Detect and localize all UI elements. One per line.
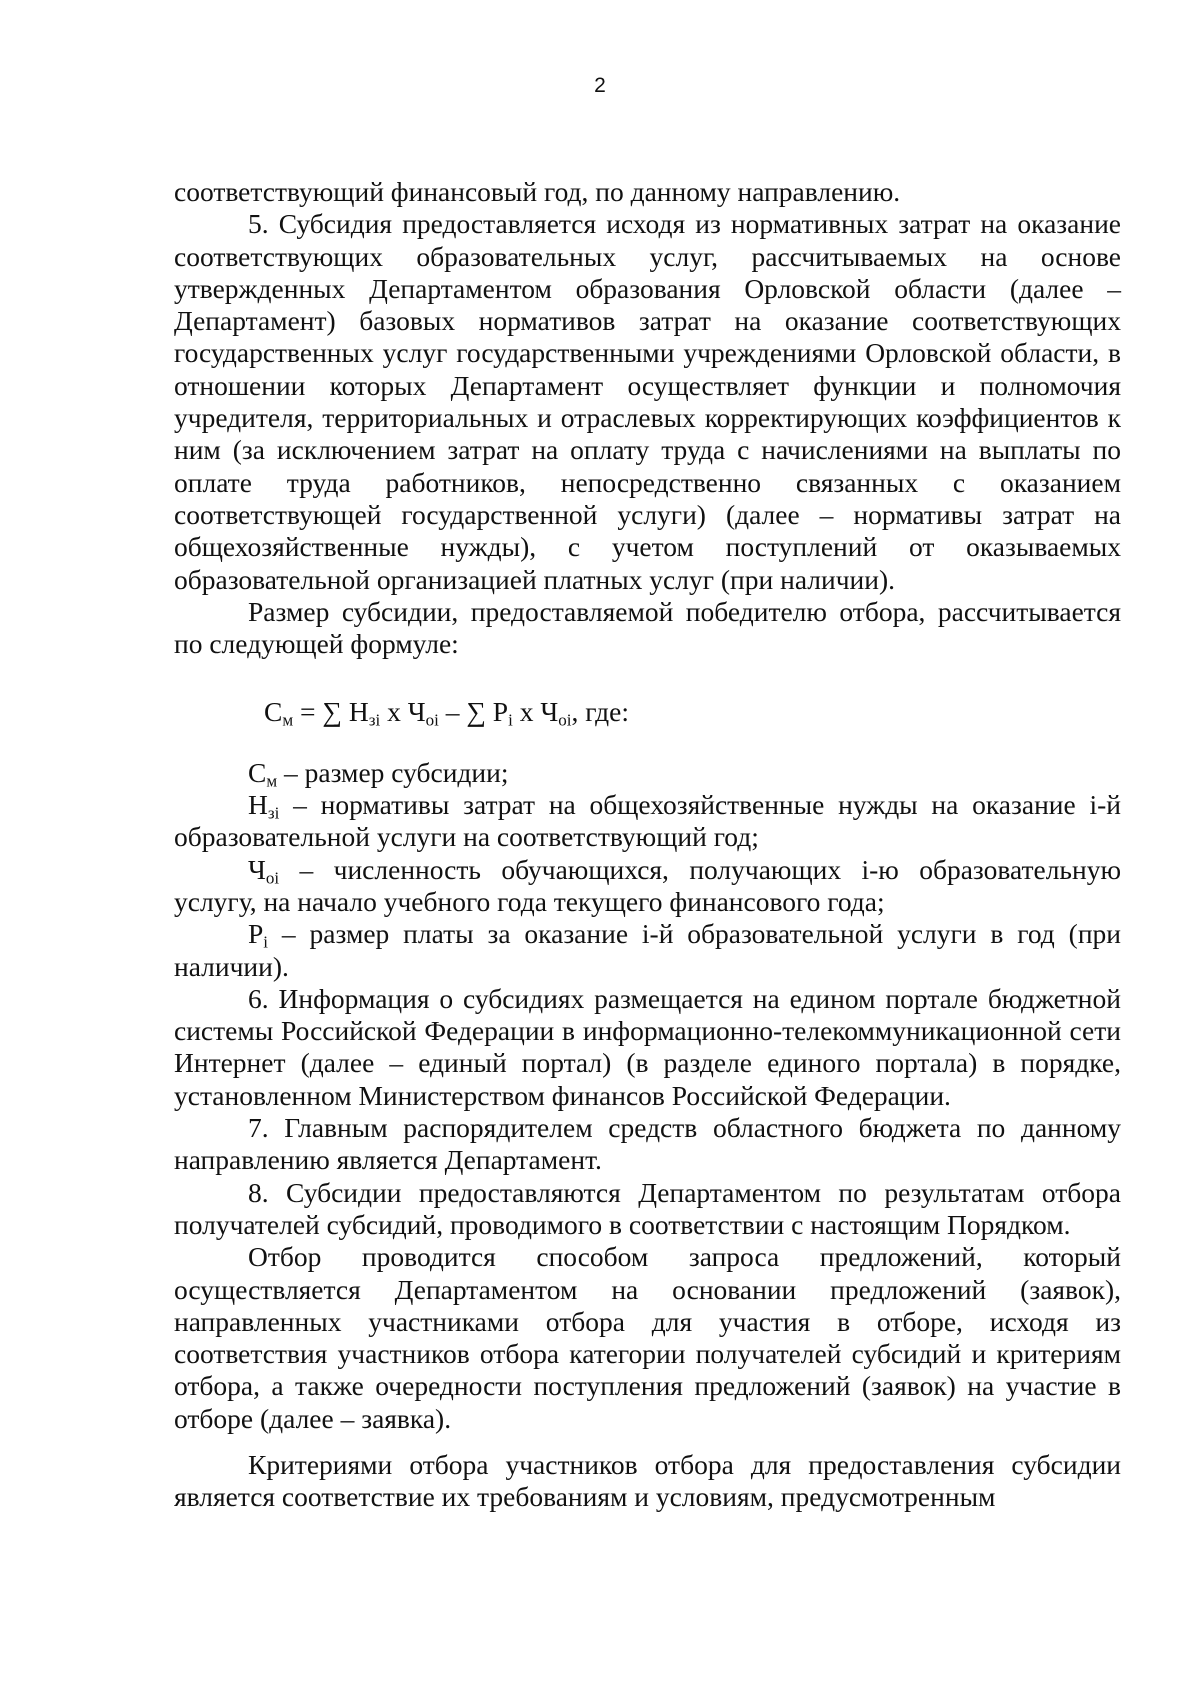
- definition-text: – размер платы за оказание i-й образовательной услуги в год (при наличии).: [174, 918, 1121, 982]
- paragraph-selection-criteria: Критериями отбора участников отбора для предоставления субсидии является соответствие их требованиям и условиям, предусмотренным: [174, 1448, 1121, 1513]
- document-body: [174, 176, 1121, 1514]
- formula-nz-sub: зi: [368, 710, 381, 730]
- definition-cm: [174, 757, 1121, 789]
- formula-minus: – ∑ Р: [438, 696, 509, 728]
- definition-symbol: Н: [248, 789, 268, 821]
- page-number: 2: [594, 74, 606, 97]
- paragraph-formula-intro: Размер субсидии, предоставляемой победителю отбора, рассчитывается по следующей формуле:: [174, 595, 1121, 660]
- definition-text: – численность обучающихся, получающих i-ю образовательную услугу, на начало учебного года текущего финансового года;: [174, 853, 1121, 917]
- definition-subscript: зi: [267, 803, 280, 823]
- formula-x1: х Ч: [380, 696, 426, 728]
- formula-cm-sub: м: [282, 710, 294, 730]
- formula-eq1: = ∑ Н: [293, 696, 369, 728]
- paragraph-item-5: 5. Субсидия предоставляется исходя из нормативных затрат на оказание соответствующих образовательных услуг, рассчитываемых на основе утвержденных Департаментом образования Орловской области (далее – Департамент) базовых нормативов затрат на оказание соответствующих государственных услуг государственными учреждениями Орловской области, в отношении которых Департамент осуществляет функции и полномочия учредителя, территориальных и отраслевых корректирующих коэффициентов к ним (за исключением затрат на оплату труда с начислениями на выплаты по оплате труда работников, непосредственно связанных с оказанием соответствующей государственной услуги) (далее – нормативы затрат на общехозяйственные нужды), с учетом поступлений от оказываемых образовательной организацией платных услуг (при наличии).: [174, 208, 1121, 595]
- definition-pi: [174, 918, 1121, 983]
- definition-text: – нормативы затрат на общехозяйственные нужды на оказание i-й образовательной услуги на соответствующий год;: [174, 789, 1121, 853]
- paragraph-selection-method: Отбор проводится способом запроса предложений, который осуществляется Департаментом на основании предложений (заявок), направленных участниками отбора для участия в отборе, исходя из соответствия участников отбора категории получателей субсидий и критериям отбора, а также очередности поступления предложений (заявок) на участие в отборе (далее – заявка).: [174, 1241, 1121, 1434]
- definition-subscript: i: [263, 932, 269, 952]
- definition-subscript: оi: [265, 867, 280, 887]
- paragraph-item-8: 8. Субсидии предоставляются Департаментом по результатам отбора получателей субсидий, проводимого в соответствии с настоящим Порядком.: [174, 1176, 1121, 1240]
- paragraph-continuation: соответствующий финансовый год, по данному направлению.: [174, 176, 901, 207]
- definition-nz: [174, 789, 1121, 854]
- formula-oi-sub-1: оi: [425, 710, 439, 730]
- paragraph-item-6: 6. Информация о субсидиях размещается на едином портале бюджетной системы Российской Федерации в информационно-телекоммуникационной сети Интернет (далее – единый портал) (в разделе единого портала) в порядке, установленном Министерством финансов Российской Федерации.: [174, 982, 1121, 1111]
- definition-symbol: Р: [248, 918, 264, 950]
- definition-subscript: м: [266, 771, 278, 790]
- definition-choi: [174, 854, 1121, 919]
- formula-cm: С: [264, 696, 283, 728]
- definition-symbol: С: [248, 756, 267, 788]
- definition-text: – размер субсидии;: [277, 756, 509, 788]
- definition-symbol: Ч: [248, 853, 266, 885]
- paragraph-item-7: 7. Главным распорядителем средств областного бюджета по данному направлению является Департамент.: [174, 1112, 1121, 1176]
- formula-i-sub: i: [508, 710, 513, 730]
- formula-x2: х Ч: [512, 696, 559, 728]
- formula-oi-sub-2: оi: [558, 710, 572, 730]
- subsidy-formula: [174, 696, 1121, 728]
- formula-tail: , где:: [571, 696, 629, 728]
